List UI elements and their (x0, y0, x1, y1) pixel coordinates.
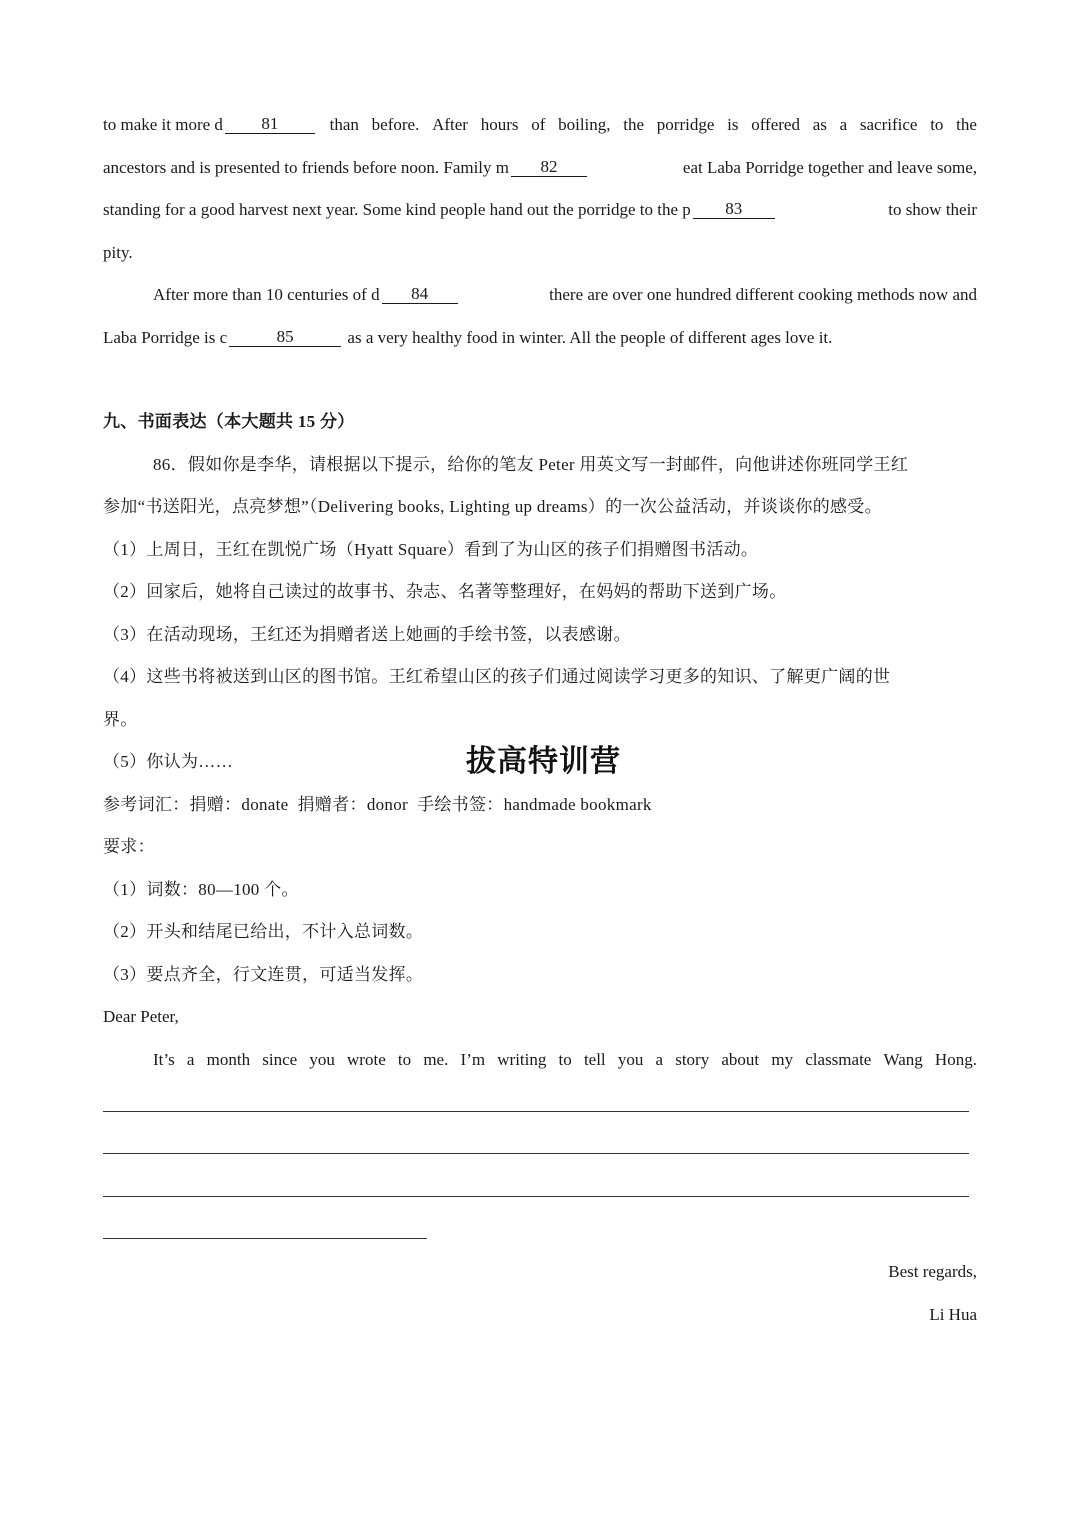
letter-opening-word: month (206, 1049, 251, 1069)
point-4: （4）这些书将被送到山区的图书馆。王红希望山区的孩子们通过阅读学习更多的知识、了解更广阔的世 (103, 667, 891, 686)
letter-opening-word: to (558, 1049, 572, 1069)
blank-84[interactable]: 84 (382, 285, 458, 304)
requirement-1: （1）词数：80—100 个。 (103, 879, 299, 899)
letter-opening-word: writing (497, 1049, 547, 1069)
passage-line-1-word: hours (480, 115, 519, 134)
letter-signature: Li Hua (929, 1304, 977, 1324)
passage-line-1-word: before. (371, 115, 420, 134)
passage-line-4: pity. (103, 242, 133, 262)
point-5: （5）你认为…… (103, 752, 233, 771)
passage-line-1-word: the (956, 115, 977, 134)
passage-line-1-word: sacrifice (859, 115, 918, 134)
passage-line-1-word: boiling, (558, 115, 611, 134)
letter-opening-word: me. (423, 1049, 449, 1069)
passage-line-5 (103, 274, 977, 317)
section-heading: 九、书面表达（本大题共 15 分） (103, 412, 355, 431)
point-2: （2）回家后，她将自己读过的故事书、杂志、名著等整理好，在妈妈的帮助下送到广场。 (103, 582, 787, 601)
vocabulary-hint: 参考词汇：捐赠：donate 捐赠者：donor 手绘书签：handmade bookmark (103, 794, 652, 814)
prompt-line-2: 参加“书送阳光，点亮梦想”（Delivering books, Lighting up dreams）的一次公益活动，并谈谈你的感受。 (103, 497, 882, 516)
writing-line-3[interactable] (103, 1166, 977, 1209)
requirement-3: （3）要点齐全，行文连贯，可适当发挥。 (103, 964, 424, 984)
requirement-2: （2）开头和结尾已给出，不计入总词数。 (103, 922, 424, 941)
letter-opening-word: since (262, 1049, 298, 1069)
passage-line-1-word: to (930, 115, 944, 134)
letter-opening-word: I’m (460, 1049, 486, 1069)
letter-opening-word: about (721, 1049, 760, 1069)
passage-line-6 (103, 317, 977, 360)
passage-line-2-pre: ancestors and is presented to friends before noon. Family m 82 (103, 147, 589, 190)
writing-line-4[interactable] (103, 1209, 977, 1252)
letter-opening-word: Hong. (934, 1049, 977, 1069)
blank-81[interactable]: 81 (225, 115, 315, 134)
writing-line-1[interactable] (103, 1081, 977, 1124)
letter-opening-word: a (186, 1049, 195, 1069)
letter-opening-word: wrote (347, 1049, 386, 1069)
point-3: （3）在活动现场，王红还为捐赠者送上她画的手绘书签，以表感谢。 (103, 624, 631, 644)
passage-line-1-word: offered (751, 115, 800, 134)
passage-line-3 (103, 189, 977, 232)
passage-line-1 (103, 104, 977, 147)
passage-line-1-word: is (727, 115, 739, 134)
point-4-continued: 界。 (103, 709, 138, 729)
blank-82[interactable]: 82 (511, 158, 587, 177)
requirements-label: 要求： (103, 837, 155, 856)
blank-83[interactable]: 83 (693, 200, 775, 219)
letter-opening-word: a (655, 1049, 664, 1069)
section-gap (103, 359, 977, 401)
letter-opening-word: you (617, 1049, 644, 1069)
passage-line-1-word: than (329, 115, 359, 134)
passage-line-6-post: as a very healthy food in winter. All the people of different ages love it. (347, 327, 833, 347)
blank-85[interactable]: 85 (229, 328, 341, 347)
passage-line-5-post: there are over one hundred different cooking methods now and (549, 285, 977, 304)
passage-line-3-pre: standing for a good harvest next year. Some kind people hand out the porridge to the p 83 (103, 189, 777, 232)
watermark-title: 拔高特训营 (466, 744, 621, 779)
letter-opening-word: Wang (883, 1049, 923, 1069)
exam-page (103, 104, 977, 1336)
passage-line-1-word: of (531, 115, 546, 134)
letter-opening-word: to (397, 1049, 412, 1069)
passage-line-2-post: eat Laba Porridge together and leave some, (682, 157, 977, 177)
letter-opening-word: classmate (805, 1049, 872, 1069)
passage-line-3-post: to show their (888, 200, 977, 219)
passage-line-1-word: After (432, 115, 468, 134)
passage-line-1-word: porridge (656, 115, 715, 134)
passage-line-1-pre: to make it more d 81 (103, 104, 317, 147)
letter-opening-word: tell (583, 1049, 606, 1069)
letter-opening-word: you (309, 1049, 335, 1069)
passage-line-1-word: as (812, 115, 827, 134)
passage-line-5-pre: After more than 10 centuries of d 84 (153, 274, 460, 317)
passage-line-6-pre: Laba Porridge is c (103, 327, 228, 347)
letter-closing: Best regards, (888, 1262, 977, 1281)
point-1: （1）上周日，王红在凯悦广场（Hyatt Square）看到了为山区的孩子们捐赠图书活动。 (103, 539, 759, 559)
letter-opening-word: It’s (153, 1049, 175, 1069)
passage-line-2 (103, 147, 977, 190)
prompt-line-1: 86．假如你是李华，请根据以下提示，给你的笔友 Peter 用英文写一封邮件，向他讲述你班同学王红 (153, 454, 909, 474)
letter-opening-word: my (771, 1049, 794, 1069)
passage-line-1-word: a (839, 115, 848, 134)
letter-opening (103, 1039, 977, 1082)
letter-opening-word: story (675, 1049, 710, 1069)
writing-line-2[interactable] (103, 1124, 977, 1167)
passage-line-1-word: the (623, 115, 645, 134)
letter-greeting: Dear Peter, (103, 1007, 179, 1026)
